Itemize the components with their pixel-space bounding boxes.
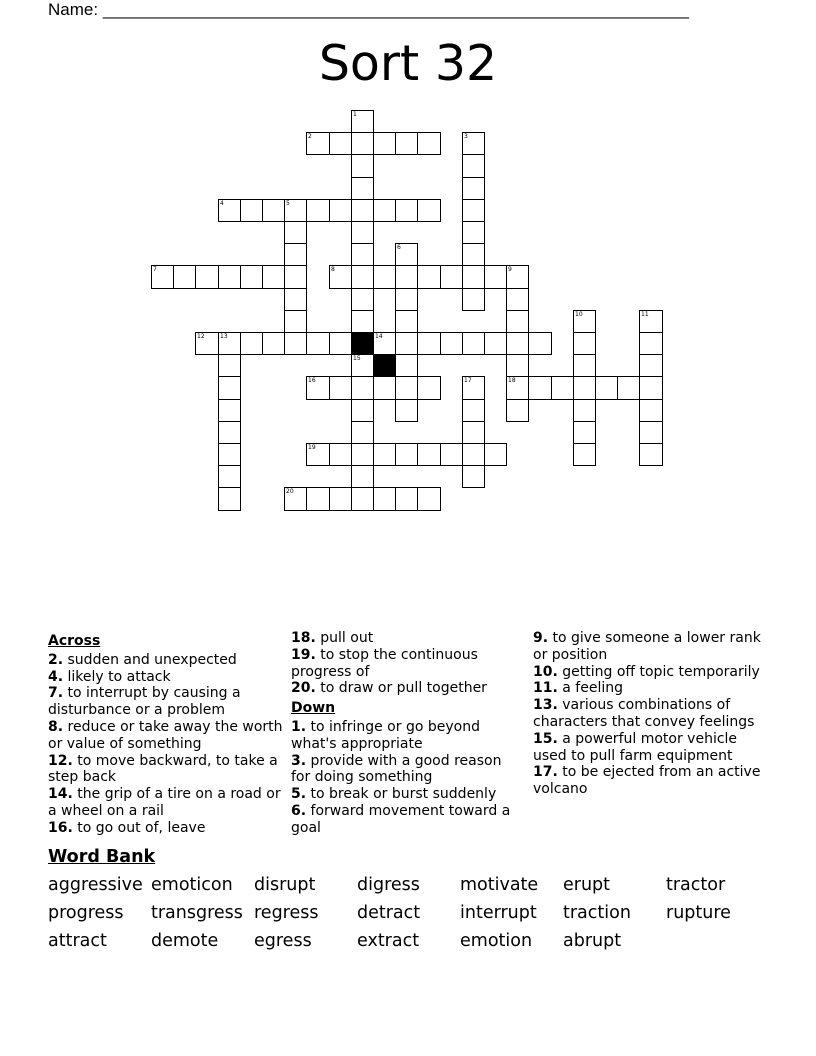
crossword-cell[interactable] xyxy=(351,354,374,377)
crossword-cell[interactable] xyxy=(262,265,285,289)
crossword-black-cell xyxy=(373,354,396,377)
down-heading: Down xyxy=(291,700,336,717)
crossword-cell[interactable] xyxy=(195,265,219,289)
crossword-cell[interactable] xyxy=(262,199,285,222)
crossword-cell[interactable] xyxy=(573,399,596,422)
crossword-cell[interactable] xyxy=(306,132,330,155)
crossword-cell[interactable] xyxy=(573,310,596,333)
crossword-cell[interactable] xyxy=(462,243,485,266)
word-bank-item: emoticon xyxy=(151,875,233,895)
crossword-cell[interactable] xyxy=(462,177,485,200)
crossword-cell[interactable] xyxy=(417,265,441,289)
crossword-cell[interactable] xyxy=(462,265,485,289)
crossword-cell[interactable] xyxy=(395,132,418,155)
cell-number: 6 xyxy=(397,244,401,251)
word-bank-item: detract xyxy=(357,903,421,923)
crossword-cell[interactable] xyxy=(417,332,441,355)
crossword-cell[interactable] xyxy=(395,288,418,311)
word-bank-item: traction xyxy=(563,903,631,923)
crossword-cell[interactable] xyxy=(218,399,241,422)
crossword-cell[interactable] xyxy=(218,332,241,355)
crossword-cell[interactable] xyxy=(262,332,285,355)
crossword-cell[interactable] xyxy=(373,199,396,222)
crossword-cell[interactable] xyxy=(395,310,418,333)
crossword-cell[interactable] xyxy=(639,399,663,422)
crossword-cell[interactable] xyxy=(417,487,441,511)
crossword-cell[interactable] xyxy=(395,332,418,355)
crossword-cell[interactable] xyxy=(417,443,441,466)
crossword-cell[interactable] xyxy=(506,354,529,377)
crossword-cell[interactable] xyxy=(506,399,529,422)
cell-number: 16 xyxy=(308,377,316,384)
crossword-cell[interactable] xyxy=(218,487,241,511)
down-clue: 5. to break or burst suddenly xyxy=(291,786,497,803)
crossword-cell[interactable] xyxy=(462,332,485,355)
word-bank-item: abrupt xyxy=(563,931,622,951)
crossword-cell[interactable] xyxy=(440,265,463,289)
cell-number: 18 xyxy=(508,377,516,384)
cell-number: 8 xyxy=(331,266,335,273)
crossword-cell[interactable] xyxy=(373,487,396,511)
crossword-cell[interactable] xyxy=(506,265,529,289)
crossword-cell[interactable] xyxy=(462,154,485,178)
crossword-cell[interactable] xyxy=(462,421,485,444)
word-bank-item: extract xyxy=(357,931,420,951)
crossword-cell[interactable] xyxy=(417,376,441,400)
crossword-cell[interactable] xyxy=(462,465,485,488)
crossword-cell[interactable] xyxy=(639,332,663,355)
crossword-cell[interactable] xyxy=(462,132,485,155)
crossword-cell[interactable] xyxy=(151,265,174,289)
crossword-cell[interactable] xyxy=(284,332,307,355)
crossword-cell[interactable] xyxy=(373,376,396,400)
crossword-cell[interactable] xyxy=(306,376,330,400)
crossword-cell[interactable] xyxy=(373,332,396,355)
crossword-cell[interactable] xyxy=(462,199,485,222)
crossword-cell[interactable] xyxy=(462,443,485,466)
word-bank-item: erupt xyxy=(563,875,611,895)
crossword-cell[interactable] xyxy=(351,288,374,311)
crossword-cell[interactable] xyxy=(306,199,330,222)
cell-number: 11 xyxy=(641,311,649,318)
crossword-cell[interactable] xyxy=(395,243,418,266)
crossword-cell[interactable] xyxy=(351,443,374,466)
crossword-cell[interactable] xyxy=(417,132,441,155)
word-bank-item: egress xyxy=(254,931,312,951)
down-clue: 6. forward movement toward a goal xyxy=(291,802,511,836)
crossword-cell[interactable] xyxy=(462,221,485,244)
crossword-cell[interactable] xyxy=(351,465,374,488)
crossword-cell[interactable] xyxy=(573,421,596,444)
page-title: Sort 32 xyxy=(318,35,498,92)
across-clue: 14. the grip of a tire on a road or a wheel on a rail xyxy=(48,786,281,819)
crossword-cell[interactable] xyxy=(395,376,418,400)
crossword-cell[interactable] xyxy=(506,288,529,311)
word-bank-item: demote xyxy=(151,931,219,951)
name-label: Name: xyxy=(48,0,99,19)
crossword-cell[interactable] xyxy=(351,132,374,155)
down-clue: 15. a powerful motor vehicle used to pull farm equipment xyxy=(533,730,738,764)
cell-number: 4 xyxy=(220,200,224,207)
cell-number: 2 xyxy=(308,133,312,140)
crossword-cell[interactable] xyxy=(639,443,663,466)
crossword-cell[interactable] xyxy=(329,443,352,466)
crossword-cell[interactable] xyxy=(329,487,352,511)
cell-number: 13 xyxy=(220,333,228,340)
crossword-cell[interactable] xyxy=(173,265,196,289)
crossword-cell[interactable] xyxy=(595,376,618,400)
across-clue: 12. to move backward, to take a step back xyxy=(48,752,278,786)
word-bank-item: regress xyxy=(254,903,319,923)
word-bank-item: transgress xyxy=(151,903,243,923)
crossword-cell[interactable] xyxy=(395,354,418,377)
crossword-cell[interactable] xyxy=(639,376,663,400)
crossword-cell[interactable] xyxy=(195,332,219,355)
crossword-cell[interactable] xyxy=(373,132,396,155)
crossword-cell[interactable] xyxy=(506,310,529,333)
cell-number: 20 xyxy=(286,488,294,495)
crossword-cell[interactable] xyxy=(395,265,418,289)
crossword-cell[interactable] xyxy=(506,376,529,400)
across-clue: 2. sudden and unexpected xyxy=(48,651,237,668)
word-bank-title: Word Bank xyxy=(48,847,156,867)
across-clue: 20. to draw or pull together xyxy=(291,680,487,697)
crossword-cell[interactable] xyxy=(395,399,418,422)
crossword-cell[interactable] xyxy=(351,376,374,400)
word-bank-item: progress xyxy=(48,903,124,923)
crossword-cell[interactable] xyxy=(351,265,374,289)
crossword-cell[interactable] xyxy=(573,354,596,377)
clue-column-1 xyxy=(48,630,284,837)
crossword-cell[interactable] xyxy=(528,332,552,355)
crossword-cell[interactable] xyxy=(284,221,307,244)
cell-number: 15 xyxy=(353,355,361,362)
crossword-cell[interactable] xyxy=(351,310,374,333)
crossword-cell[interactable] xyxy=(240,332,263,355)
crossword-cell[interactable] xyxy=(306,332,330,355)
crossword-cell[interactable] xyxy=(351,154,374,178)
crossword-cell[interactable] xyxy=(284,199,307,222)
down-clue: 17. to be ejected from an active volcano xyxy=(533,764,761,798)
crossword-cell[interactable] xyxy=(462,399,485,422)
down-clue: 9. to give someone a lower rank or position xyxy=(533,630,761,663)
clue-column-2 xyxy=(291,630,523,837)
cell-number: 10 xyxy=(575,311,583,318)
crossword-cell[interactable] xyxy=(218,265,241,289)
crossword-cell[interactable] xyxy=(639,354,663,377)
crossword-cell[interactable] xyxy=(528,376,552,400)
crossword-cell[interactable] xyxy=(329,132,352,155)
crossword-cell[interactable] xyxy=(351,177,374,200)
crossword-cell[interactable] xyxy=(617,376,640,400)
crossword-cell[interactable] xyxy=(284,243,307,266)
crossword-cell[interactable] xyxy=(395,443,418,466)
word-bank-item: attract xyxy=(48,931,107,951)
name-blank[interactable]: ______________________________________________________________ xyxy=(102,0,689,19)
cell-number: 7 xyxy=(153,266,157,273)
across-clue: 8. reduce or take away the worth or value of something xyxy=(48,718,283,752)
cell-number: 17 xyxy=(464,377,472,384)
crossword-cell[interactable] xyxy=(329,199,352,222)
down-clue: 1. to infringe or go beyond what's appropriate xyxy=(291,718,480,752)
word-bank-item: emotion xyxy=(460,931,533,951)
crossword-cell[interactable] xyxy=(351,221,374,244)
crossword-cell[interactable] xyxy=(573,443,596,466)
crossword-cell[interactable] xyxy=(218,443,241,466)
crossword-cell[interactable] xyxy=(573,376,596,400)
crossword-cell[interactable] xyxy=(417,199,441,222)
crossword-cell[interactable] xyxy=(284,310,307,333)
down-clue: 11. a feeling xyxy=(533,680,623,697)
crossword-cell[interactable] xyxy=(351,243,374,266)
crossword-cell[interactable] xyxy=(551,376,574,400)
crossword-black-cell xyxy=(351,332,374,355)
crossword-cell[interactable] xyxy=(329,376,352,400)
crossword-cell[interactable] xyxy=(484,332,507,355)
crossword-cell[interactable] xyxy=(218,421,241,444)
word-bank-item: disrupt xyxy=(254,875,316,895)
cell-number: 14 xyxy=(375,333,383,340)
cell-number: 1 xyxy=(353,111,357,118)
crossword-cell[interactable] xyxy=(218,465,241,488)
crossword-cell[interactable] xyxy=(440,443,463,466)
word-bank-item: rupture xyxy=(666,903,731,923)
crossword-cell[interactable] xyxy=(306,443,330,466)
crossword-cell[interactable] xyxy=(351,110,374,133)
crossword-cell[interactable] xyxy=(373,265,396,289)
crossword-cell[interactable] xyxy=(484,265,507,289)
cell-number: 5 xyxy=(286,200,290,207)
crossword-cell[interactable] xyxy=(639,421,663,444)
crossword-cell[interactable] xyxy=(329,332,352,355)
crossword-cell[interactable] xyxy=(351,487,374,511)
crossword-cell[interactable] xyxy=(484,443,507,466)
down-clue: 3. provide with a good reason for doing something xyxy=(291,752,502,786)
crossword-cell[interactable] xyxy=(351,421,374,444)
crossword-cell[interactable] xyxy=(462,288,485,311)
crossword-cell[interactable] xyxy=(395,199,418,222)
down-clue: 10. getting off topic temporarily xyxy=(533,663,760,680)
crossword-cell[interactable] xyxy=(306,487,330,511)
across-clue: 18. pull out xyxy=(291,630,374,646)
crossword-cell[interactable] xyxy=(639,310,663,333)
cell-number: 19 xyxy=(308,444,316,451)
cell-number: 9 xyxy=(508,266,512,273)
down-clue: 13. various combinations of characters that convey feelings xyxy=(533,697,755,730)
crossword-cell[interactable] xyxy=(351,199,374,222)
across-heading: Across xyxy=(48,633,101,649)
across-clue: 4. likely to attack xyxy=(48,668,171,685)
cell-number: 12 xyxy=(197,333,205,340)
word-bank xyxy=(48,873,788,957)
crossword-cell[interactable] xyxy=(284,288,307,311)
cell-number: 3 xyxy=(464,133,468,140)
crossword-cell[interactable] xyxy=(506,332,529,355)
across-clue: 19. to stop the continuous progress of xyxy=(291,646,478,680)
clue-column-3 xyxy=(533,630,773,798)
crossword-cell[interactable] xyxy=(395,487,418,511)
word-bank-item: interrupt xyxy=(460,903,537,923)
crossword-cell[interactable] xyxy=(573,332,596,355)
word-bank-item: tractor xyxy=(666,875,726,895)
across-clue: 16. to go out of, leave xyxy=(48,819,206,836)
crossword-cell[interactable] xyxy=(284,265,307,289)
crossword-cell[interactable] xyxy=(329,265,352,289)
across-clue: 7. to interrupt by causing a disturbance or a problem xyxy=(48,685,241,719)
crossword-cell[interactable] xyxy=(240,265,263,289)
crossword-cell[interactable] xyxy=(440,332,463,355)
crossword-cell[interactable] xyxy=(218,376,241,400)
crossword-cell[interactable] xyxy=(218,199,241,222)
crossword-cell[interactable] xyxy=(218,354,241,377)
crossword-cell[interactable] xyxy=(284,487,307,511)
crossword-cell[interactable] xyxy=(240,199,263,222)
word-bank-item: digress xyxy=(357,875,420,895)
crossword-cell[interactable] xyxy=(373,443,396,466)
word-bank-item: motivate xyxy=(460,875,539,895)
crossword-cell[interactable] xyxy=(351,399,374,422)
crossword-cell[interactable] xyxy=(462,376,485,400)
word-bank-item: aggressive xyxy=(48,875,143,895)
